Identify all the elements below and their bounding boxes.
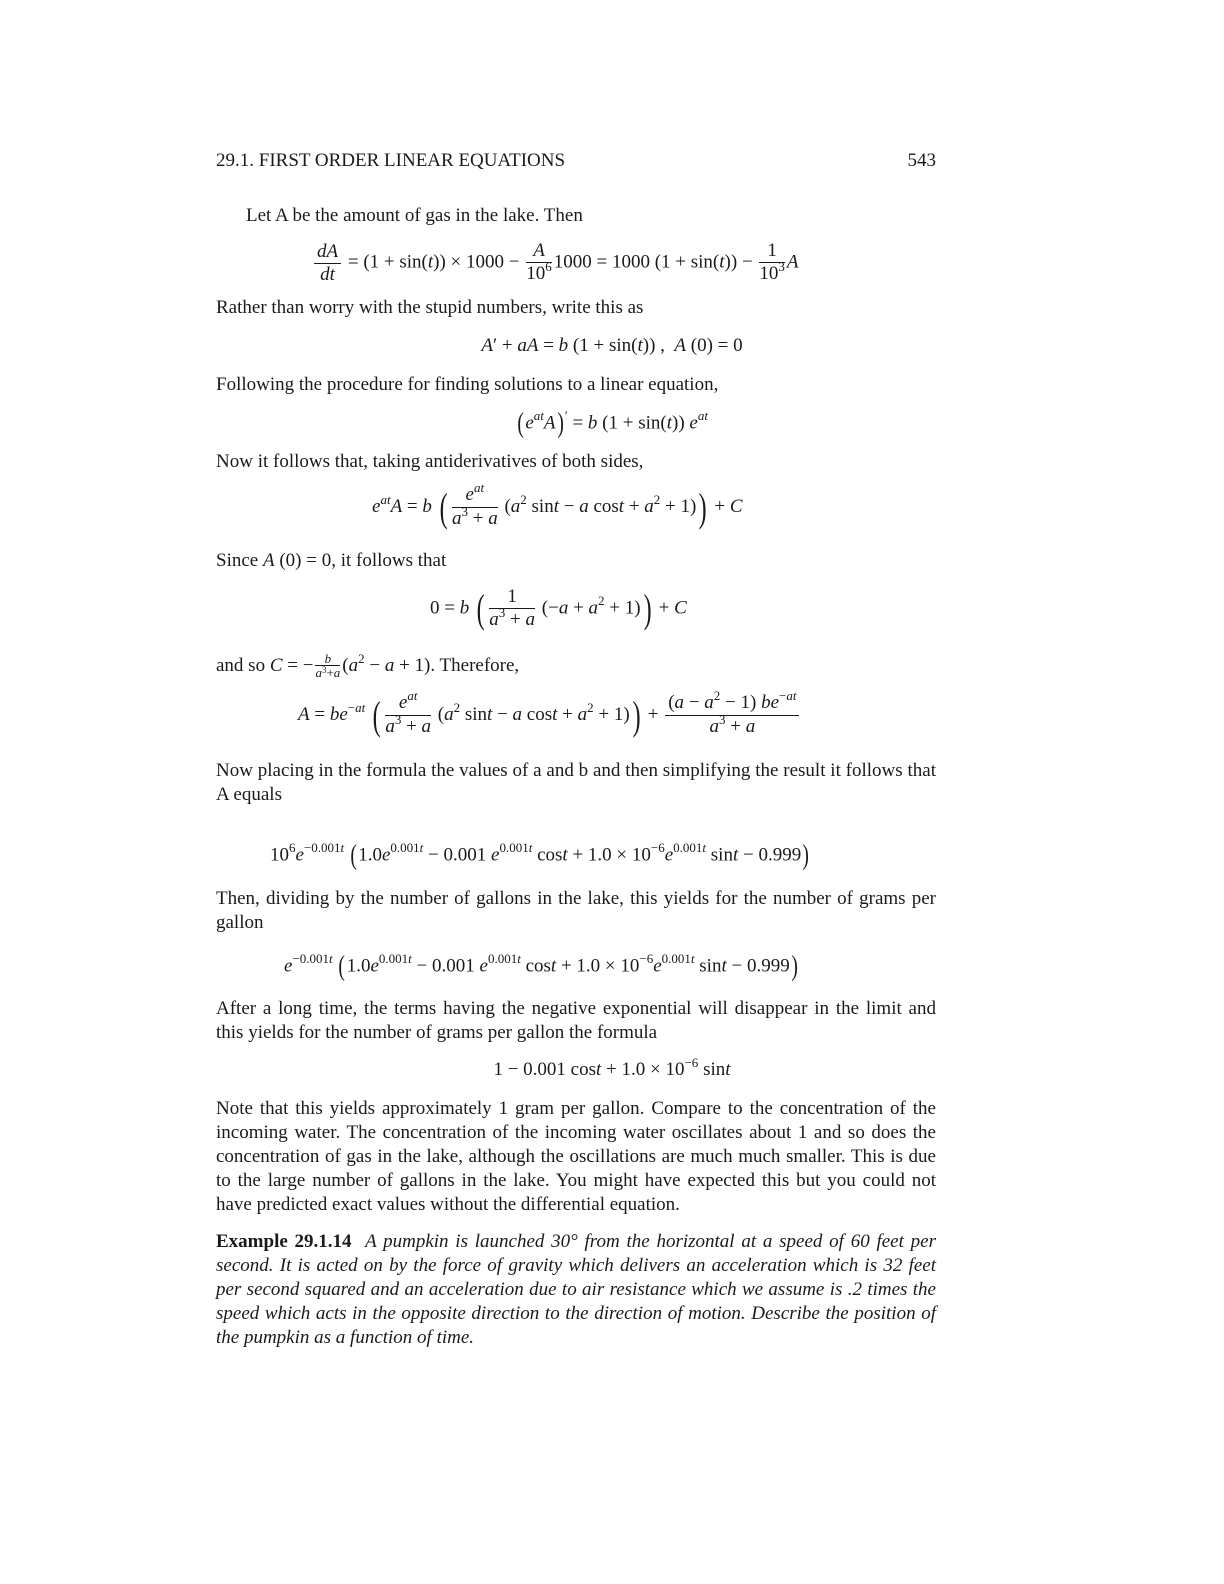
text-fragment: . Therefore, — [430, 654, 520, 676]
equation: 1 − 0.001 $\cos t + 1.0 \times 10^{-6}$ sint — [493, 1055, 731, 1080]
equation: $e^{at}A = b$ ( $\frac{e^{at}}{a^3 + a}$ ($a^2$ sint − a $\cos t + a^2 + 1)) + C$ — [372, 480, 743, 530]
paragraph: Since A (0) = 0, it follows that — [216, 550, 447, 571]
equation: $\frac{dA}{dt}$ = (1 + sin(t)) × 1000 − $\frac{A}{10^6}$ 1000 = 1000 (1 + sin(t)) − $\frac{1}{10^3}$ A — [312, 240, 912, 286]
example-text: A pumpkin is launched 30° from the horizontal at a speed of 60 feet per second. It is acted on by the force of gravity which delivers an acceleration which is 32 feet per second squared and an acceleration due to air resistance which we assume is .2 times the speed which acts in the opposite direction to the direction of motion. Describe the position of the pumpkin as a function of time. — [216, 1231, 936, 1348]
paragraph: Let A be the amount of gas in the lake. Then — [246, 205, 583, 226]
page-number: 543 — [907, 150, 936, 171]
paragraph: Then, dividing by the number of gallons in the lake, this yields for the number of grams per gallon — [216, 888, 936, 933]
equation: 0 = b ( $\frac{1}{a^3 + a}$ $(-a + a^2 + 1)) + C$ — [430, 586, 687, 631]
paragraph: After a long time, the terms having the negative exponential will disappear in the limit and this yields for the number of grams per gallon the formula — [216, 998, 936, 1043]
paragraph: Following the procedure for finding solutions to a linear equation, — [216, 374, 719, 395]
paragraph: Note that this yields approximately 1 gram per gallon. Compare to the concentration of the incoming water. The concentration of the incoming water oscillates about 1 and so does the concentration of gas in the lake, although the oscillations are much much smaller. This is due to the large number of gallons in the lake. You might have expected this but you could not have predicted exact values without the differential equation. — [216, 1098, 936, 1215]
paragraph: Now it follows that, taking antiderivatives of both sides, — [216, 451, 644, 472]
equation: A′ + aA = b (1 + sin(t)) , A (0) = 0 — [481, 335, 743, 356]
text-fragment: and so — [216, 654, 266, 676]
paragraph: Now placing in the formula the values of a and b and then simplifying the result it follows that A equals — [216, 760, 936, 805]
paragraph: and so C = − $\frac{b}{a^3+a}$ $(a^2 - a + 1)$. Therefore, — [216, 650, 520, 680]
example-label: Example 29.1.14 — [216, 1231, 352, 1252]
text-fragment: Since — [216, 550, 259, 571]
equation: $A = be^{-at}$ ( $\frac{e^{at}}{a^3 + a}$ ($a^2$ sint − a $\cos t + a^2 + 1$)) + $\frac{(a - a^2 - 1) be^{-at}}{a^3 + a}$ — [298, 692, 898, 739]
equation: $(e^{at}A)' = b$ (1 + sin(t)) $e^{at}$ — [517, 408, 708, 439]
paragraph: Rather than worry with the stupid numbers, write this as — [216, 297, 644, 318]
equation: $10^6e^{-0.001t}$ ($1.0e^{0.001t} - 0.001$ $e^{0.001t}$ $\cos t + 1.0 \times 10^{-6}e^{0.001t}$ sint − 0.999) — [270, 840, 810, 871]
text-fragment: , it follows that — [331, 550, 447, 571]
equation: $e^{-0.001t}$ ($1.0e^{0.001t} - 0.001$ $e^{0.001t}$ $\cos t + 1.0 \times 10^{-6}e^{0.001t}$ sint − 0.999) — [284, 951, 798, 982]
running-header: 29.1. FIRST ORDER LINEAR EQUATIONS — [216, 150, 566, 171]
example-block — [216, 1230, 936, 1350]
